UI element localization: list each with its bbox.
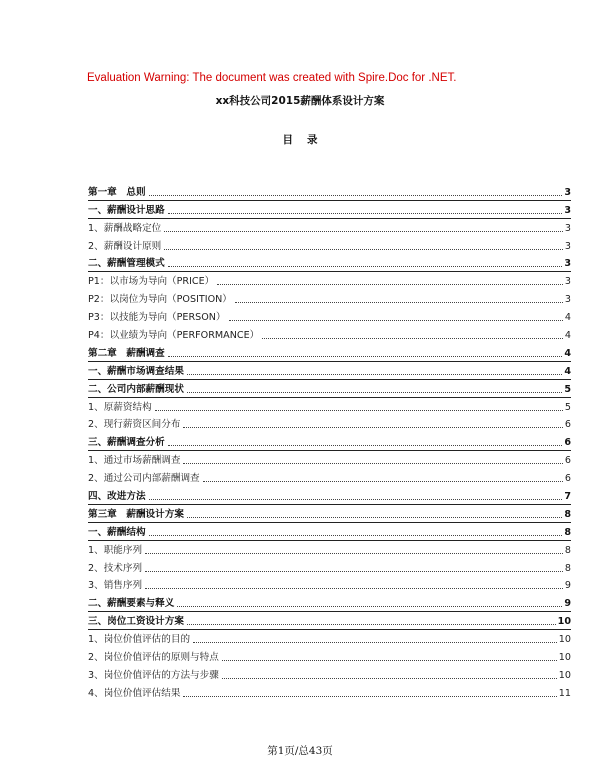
toc-entry-label: 3、岗位价值评估的方法与步骤 <box>88 669 219 681</box>
toc-entry-page-number: 6 <box>564 455 571 467</box>
toc-entry-page-number: 10 <box>558 634 571 646</box>
toc-entry-label: 一、薪酬市场调查结果 <box>88 365 184 377</box>
toc-entry[interactable] <box>88 521 571 539</box>
toc-dot-leader <box>149 499 563 500</box>
toc-dot-leader <box>177 606 562 607</box>
toc-entry-page-number: 3 <box>564 204 571 216</box>
toc-entry-label: 第三章 薪酬设计方案 <box>88 508 184 520</box>
toc-dot-leader <box>222 678 557 679</box>
toc-dot-leader <box>229 320 563 321</box>
toc-dot-leader <box>168 356 563 357</box>
toc-entry-label: P1：以市场为导向（PRICE） <box>88 276 215 288</box>
toc-entry[interactable] <box>88 664 571 682</box>
toc-entry-page-number: 8 <box>564 526 571 538</box>
toc-dot-leader <box>262 338 563 339</box>
toc-entry-page-number: 3 <box>564 186 571 198</box>
toc-dot-leader <box>183 696 556 697</box>
toc-dot-leader <box>203 481 563 482</box>
toc-entry[interactable] <box>88 181 571 199</box>
toc-entry-page-number: 10 <box>558 652 571 664</box>
toc-entry[interactable] <box>88 575 571 593</box>
toc-entry-label: 3、销售序列 <box>88 580 143 592</box>
toc-dot-leader <box>187 374 562 375</box>
toc-entry-label: P2：以岗位为导向（POSITION） <box>88 294 232 306</box>
toc-dot-leader <box>187 624 556 625</box>
toc-entry-label: 第一章 总则 <box>88 186 146 198</box>
toc-entry[interactable] <box>88 539 571 557</box>
toc-dot-leader <box>183 427 562 428</box>
toc-entry-page-number: 3 <box>564 294 571 306</box>
toc-entry-label: 1、薪酬战略定位 <box>88 222 162 234</box>
toc-entry-label: 三、薪酬调查分析 <box>88 437 165 449</box>
toc-entry-page-number: 8 <box>564 562 571 574</box>
toc-heading: 目录 <box>282 134 332 146</box>
toc-entry[interactable] <box>88 646 571 664</box>
table-of-contents <box>88 181 571 700</box>
toc-dot-leader <box>145 571 563 572</box>
toc-dot-leader <box>155 410 563 411</box>
toc-entry-label: 1、职能序列 <box>88 544 143 556</box>
toc-entry-page-number: 3 <box>564 258 571 270</box>
toc-entry[interactable] <box>88 217 571 235</box>
toc-dot-leader <box>193 642 557 643</box>
toc-entry-page-number: 9 <box>564 598 571 610</box>
toc-dot-leader <box>187 392 562 393</box>
toc-entry-page-number: 9 <box>564 580 571 592</box>
toc-entry-page-number: 3 <box>564 240 571 252</box>
toc-entry-label: 三、岗位工资设计方案 <box>88 616 184 628</box>
toc-entry[interactable] <box>88 467 571 485</box>
toc-entry-page-number: 4 <box>564 347 571 359</box>
toc-entry-page-number: 10 <box>558 669 571 681</box>
toc-entry[interactable] <box>88 288 571 306</box>
toc-entry-page-number: 6 <box>564 473 571 485</box>
toc-entry-label: 二、公司内部薪酬现状 <box>88 383 184 395</box>
toc-entry-label: 一、薪酬结构 <box>88 526 146 538</box>
toc-entry[interactable] <box>88 306 571 324</box>
toc-entry[interactable] <box>88 592 571 610</box>
page-indicator: 第1页/总43页 <box>267 745 333 757</box>
toc-entry-page-number: 6 <box>564 437 571 449</box>
toc-entry[interactable] <box>88 396 571 414</box>
toc-entry-label: 2、薪酬设计原则 <box>88 240 162 252</box>
toc-entry-label: 四、改进方法 <box>88 491 146 503</box>
toc-entry-page-number: 3 <box>564 276 571 288</box>
toc-entry-label: 2、通过公司内部薪酬调查 <box>88 473 200 485</box>
toc-entry-label: 1、岗位价值评估的目的 <box>88 634 191 646</box>
toc-entry-label: 2、现行薪资区间分布 <box>88 419 181 431</box>
toc-entry[interactable] <box>88 557 571 575</box>
toc-dot-leader <box>168 266 563 267</box>
toc-entry-label: 2、岗位价值评估的原则与特点 <box>88 652 219 664</box>
toc-entry-page-number: 4 <box>564 312 571 324</box>
toc-entry-label: P4：以业绩为导向（PERFORMANCE） <box>88 330 260 342</box>
toc-entry-label: 第二章 薪酬调查 <box>88 347 165 359</box>
toc-entry[interactable] <box>88 449 571 467</box>
toc-entry-label: 2、技术序列 <box>88 562 143 574</box>
toc-dot-leader <box>222 660 557 661</box>
toc-entry[interactable] <box>88 628 571 646</box>
toc-dot-leader <box>164 249 563 250</box>
toc-entry-page-number: 4 <box>564 330 571 342</box>
toc-entry-page-number: 5 <box>564 401 571 413</box>
toc-entry-label: 1、通过市场薪酬调查 <box>88 455 181 467</box>
toc-entry-page-number: 8 <box>564 544 571 556</box>
toc-dot-leader <box>145 553 563 554</box>
toc-entry-label: 4、岗位价值评估结果 <box>88 687 181 699</box>
toc-entry-label: 1、原薪资结构 <box>88 401 152 413</box>
toc-dot-leader <box>217 284 563 285</box>
toc-entry[interactable] <box>88 235 571 253</box>
toc-entry-page-number: 3 <box>564 222 571 234</box>
toc-dot-leader <box>168 445 563 446</box>
toc-dot-leader <box>149 195 563 196</box>
toc-entry[interactable] <box>88 378 571 396</box>
toc-entry[interactable] <box>88 199 571 217</box>
toc-dot-leader <box>145 588 563 589</box>
toc-entry[interactable] <box>88 431 571 449</box>
evaluation-warning: Evaluation Warning: The document was created with Spire.Doc for .NET. <box>87 72 457 84</box>
toc-entry[interactable] <box>88 414 571 432</box>
toc-entry[interactable] <box>88 342 571 360</box>
toc-entry-page-number: 6 <box>564 419 571 431</box>
toc-entry[interactable] <box>88 682 571 700</box>
toc-entry-page-number: 10 <box>557 616 571 628</box>
toc-dot-leader <box>187 517 562 518</box>
document-title: xx科技公司2015薪酬体系设计方案 <box>215 95 385 107</box>
toc-entry-label: 二、薪酬要素与释义 <box>88 598 175 610</box>
toc-entry-page-number: 5 <box>564 383 571 395</box>
toc-entry[interactable] <box>88 253 571 271</box>
toc-dot-leader <box>235 302 563 303</box>
toc-entry-page-number: 7 <box>564 491 571 503</box>
toc-entry[interactable] <box>88 324 571 342</box>
toc-entry[interactable] <box>88 610 571 628</box>
toc-entry[interactable] <box>88 485 571 503</box>
toc-entry[interactable] <box>88 503 571 521</box>
toc-entry-page-number: 4 <box>564 365 571 377</box>
toc-entry-page-number: 11 <box>558 687 571 699</box>
toc-entry-label: 一、薪酬设计思路 <box>88 204 165 216</box>
toc-entry-label: P3：以技能为导向（PERSON） <box>88 312 226 324</box>
toc-entry[interactable] <box>88 360 571 378</box>
toc-entry-label: 二、薪酬管理模式 <box>88 258 165 270</box>
toc-dot-leader <box>183 463 562 464</box>
toc-dot-leader <box>168 213 563 214</box>
toc-entry-page-number: 8 <box>564 508 571 520</box>
toc-dot-leader <box>149 535 563 536</box>
toc-entry[interactable] <box>88 270 571 288</box>
toc-dot-leader <box>164 231 563 232</box>
